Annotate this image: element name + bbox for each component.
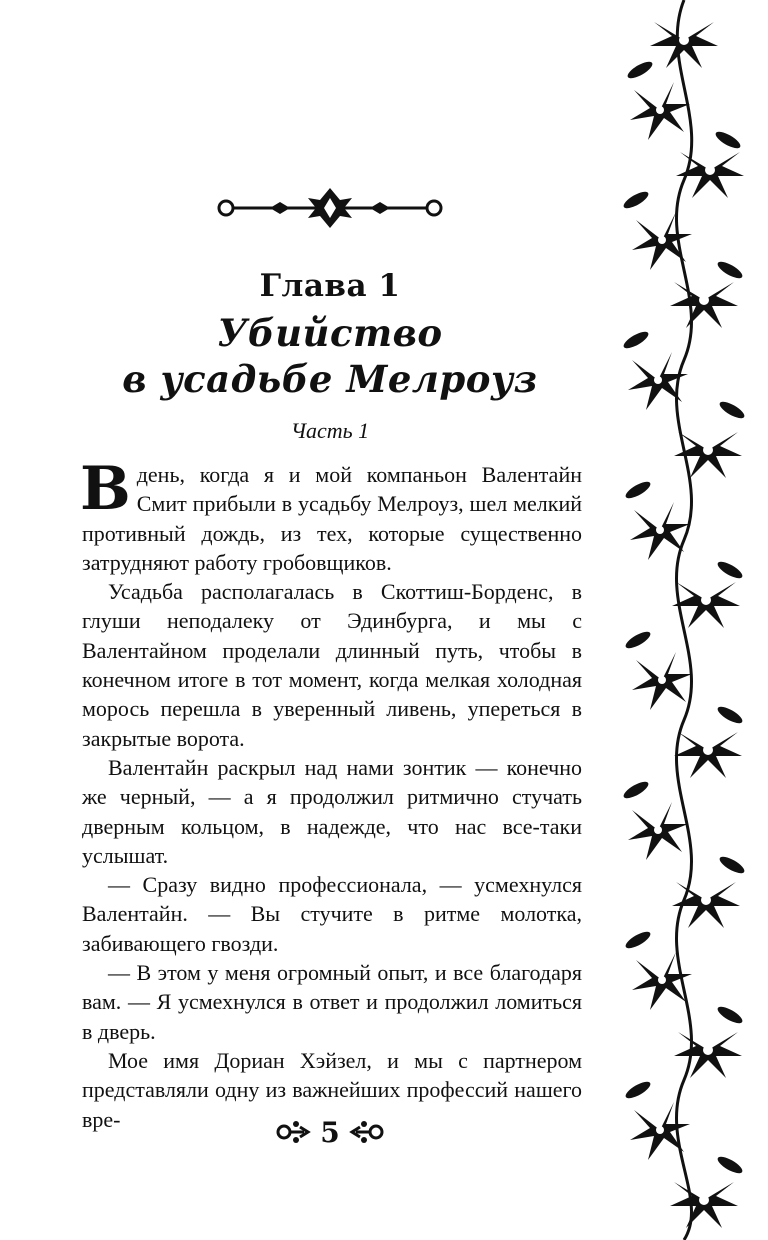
body-text [80, 454, 582, 1134]
paragraph-2: Усадьба располагалась в Скоттиш-Борденс, в глуши неподалеку от Эдинбурга, и мы с Валентайном проделали длинный путь, чтобы в конечном итоге в тот момент, когда мелкая холодная морось перешла в уверенный ливень, упереться в закрытые ворота. [82, 579, 582, 751]
page-number: 5 [320, 1115, 340, 1149]
chapter-number: Глава 1 [259, 268, 401, 304]
paragraph-5: — В этом у меня огромный опыт, и все благодаря вам. — Я усмехнулся в ответ и продолжил ломиться в дверь. [82, 960, 582, 1044]
chapter-title-line-2: в усадьбе Мелроуз [122, 357, 538, 401]
floral-border-ornament [600, 0, 768, 1240]
footer-right-ornament-icon [346, 1119, 386, 1145]
paragraph-4: — Сразу видно профессионала, — усмехнулся Валентайн. — Вы стучите в ритме молотка, забивающего гвозди. [82, 872, 582, 956]
part-label: Часть 1 [290, 418, 370, 443]
paragraph-1-text: день, когда я и мой компаньон Валентайн Смит прибыли в усадьбу Мелроуз, шел мелкий противный дождь, из тех, которые существенно затрудняют работу гробовщиков. [82, 462, 582, 575]
drop-cap: В [80, 454, 131, 524]
paragraph-6: Мое имя Дориан Хэйзел, и мы с партнером представляли одну из важнейших профессий нашего вре- [82, 1047, 582, 1132]
paragraph-1 [80, 454, 582, 577]
chapter-ornament-divider [210, 186, 450, 230]
page-footer [80, 1112, 580, 1152]
chapter-title-line-1: Убийство [217, 311, 443, 355]
chapter-title [80, 310, 580, 402]
paragraph-3: Валентайн раскрыл над нами зонтик — конечно же черный, — а я продолжил ритмично стучать дверным кольцом, в надежде, что нас все-таки услышат. [82, 754, 582, 868]
footer-left-ornament-icon [274, 1119, 314, 1145]
